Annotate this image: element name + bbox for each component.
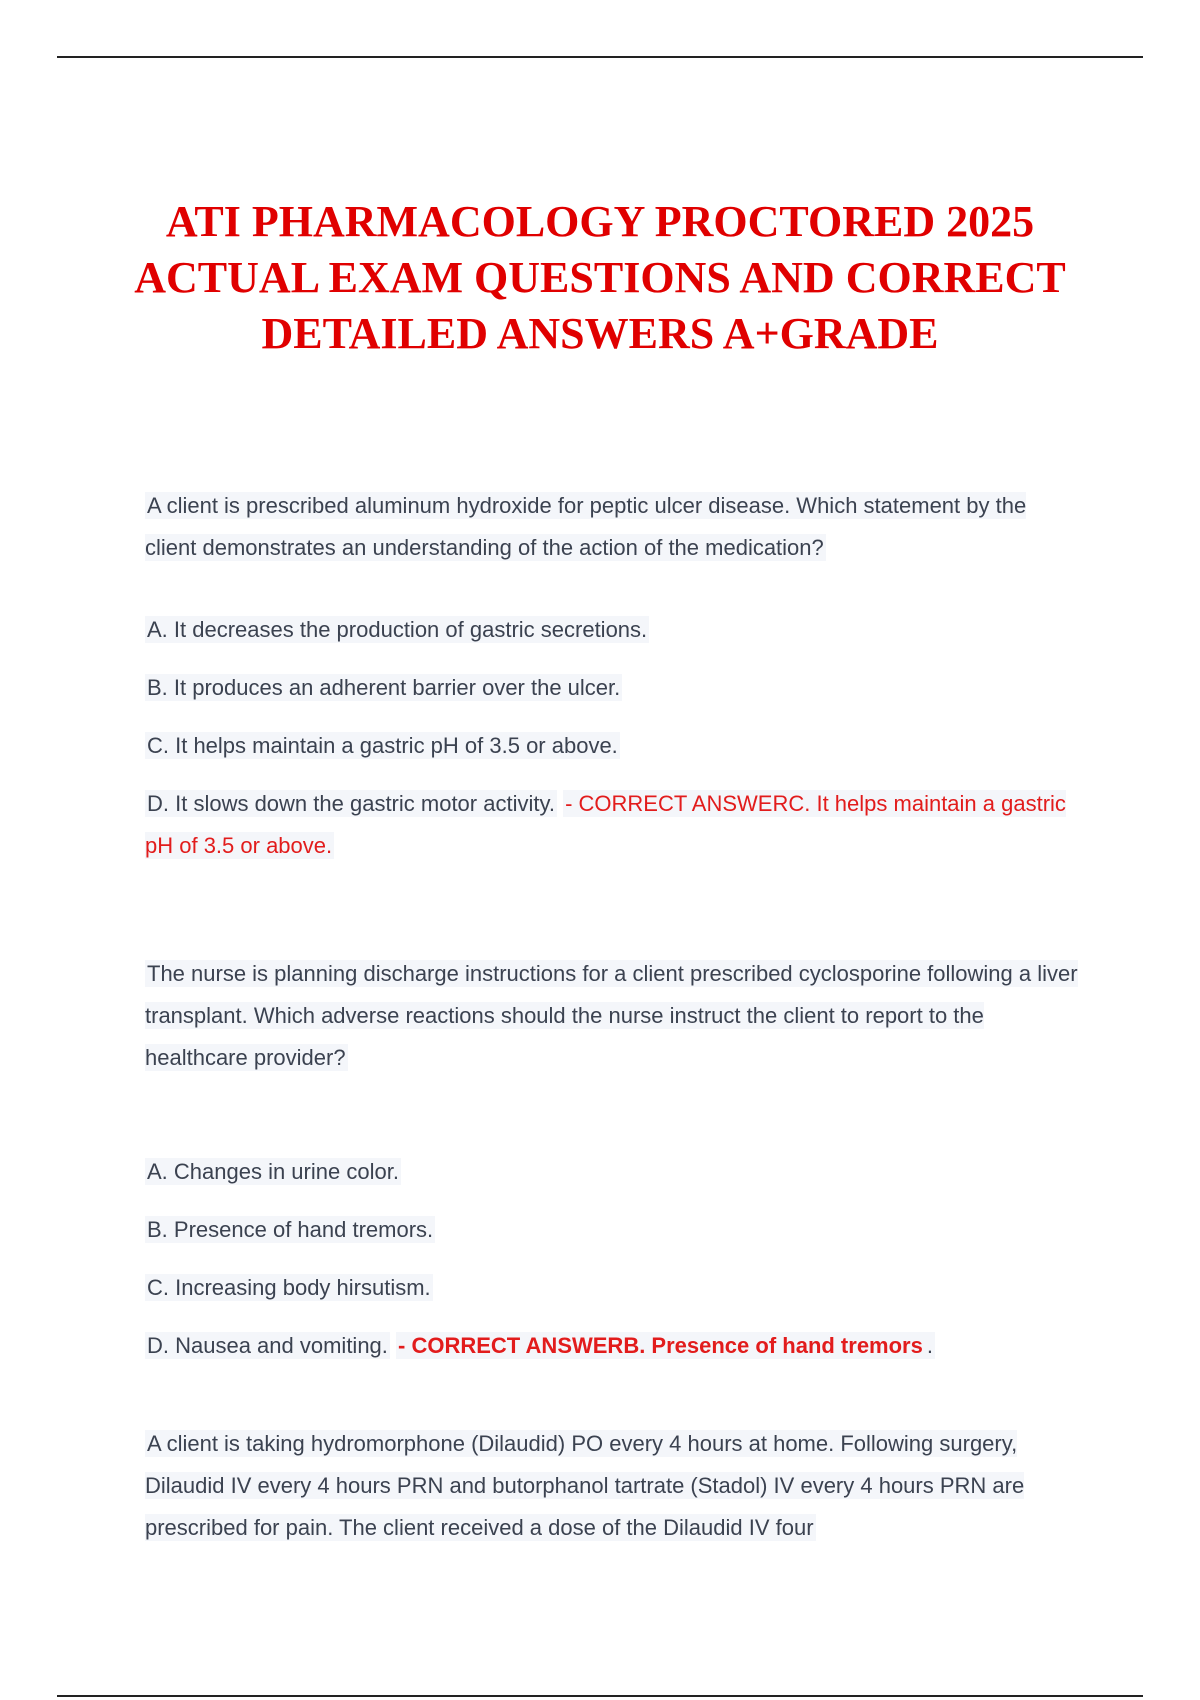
question-1 xyxy=(145,485,1080,867)
question-3 xyxy=(145,1423,1080,1549)
top-rule xyxy=(57,56,1143,58)
correct-answer: - CORRECT ANSWERC. It helps maintain a gastric pH of 3.5 or above. xyxy=(145,791,1066,858)
correct-answer: - CORRECT ANSWERB. Presence of hand tremors xyxy=(398,1333,923,1358)
document-body xyxy=(145,485,1080,1549)
question-stem-text: The nurse is planning discharge instructions for a client prescribed cyclosporine following a liver transplant. Which adverse reactions should the nurse instruct the client to report to the healthcare provider? xyxy=(145,961,1078,1070)
option-d: D. It slows down the gastric motor activity. - CORRECT ANSWERC. It helps maintain a gastric pH of 3.5 or above. xyxy=(145,791,1066,858)
option-a: A. It decreases the production of gastric secretions. xyxy=(147,617,648,642)
option-d: D. Nausea and vomiting. - CORRECT ANSWERB. Presence of hand tremors . xyxy=(147,1333,933,1358)
question-stem xyxy=(145,953,1080,1079)
option-b: B. Presence of hand tremors. xyxy=(147,1217,434,1242)
bottom-rule xyxy=(57,1695,1143,1697)
question-stem-text: A client is prescribed aluminum hydroxide for peptic ulcer disease. Which statement by the client demonstrates an understanding of the action of the medication? xyxy=(145,493,1027,560)
question-stem xyxy=(145,1423,1080,1549)
option-a: A. Changes in urine color. xyxy=(147,1159,399,1184)
option-b: B. It produces an adherent barrier over the ulcer. xyxy=(147,675,621,700)
answer-trailing-period: . xyxy=(926,1333,933,1358)
document-title: ATI PHARMACOLOGY PROCTORED 2025 ACTUAL EXAM QUESTIONS AND CORRECT DETAILED ANSWERS A+GRADE xyxy=(134,197,1066,358)
option-c: C. Increasing body hirsutism. xyxy=(147,1275,431,1300)
option-c: C. It helps maintain a gastric pH of 3.5 or above. xyxy=(147,733,618,758)
question-stem-text: A client is taking hydromorphone (Dilaudid) PO every 4 hours at home. Following surgery, Dilaudid IV every 4 hours PRN and butorphanol tartrate (Stadol) IV every 4 hours PRN are prescribed for pain. The client received a dose of the Dilaudid IV four xyxy=(145,1431,1025,1540)
question-stem xyxy=(145,485,1080,569)
question-2 xyxy=(145,953,1080,1367)
